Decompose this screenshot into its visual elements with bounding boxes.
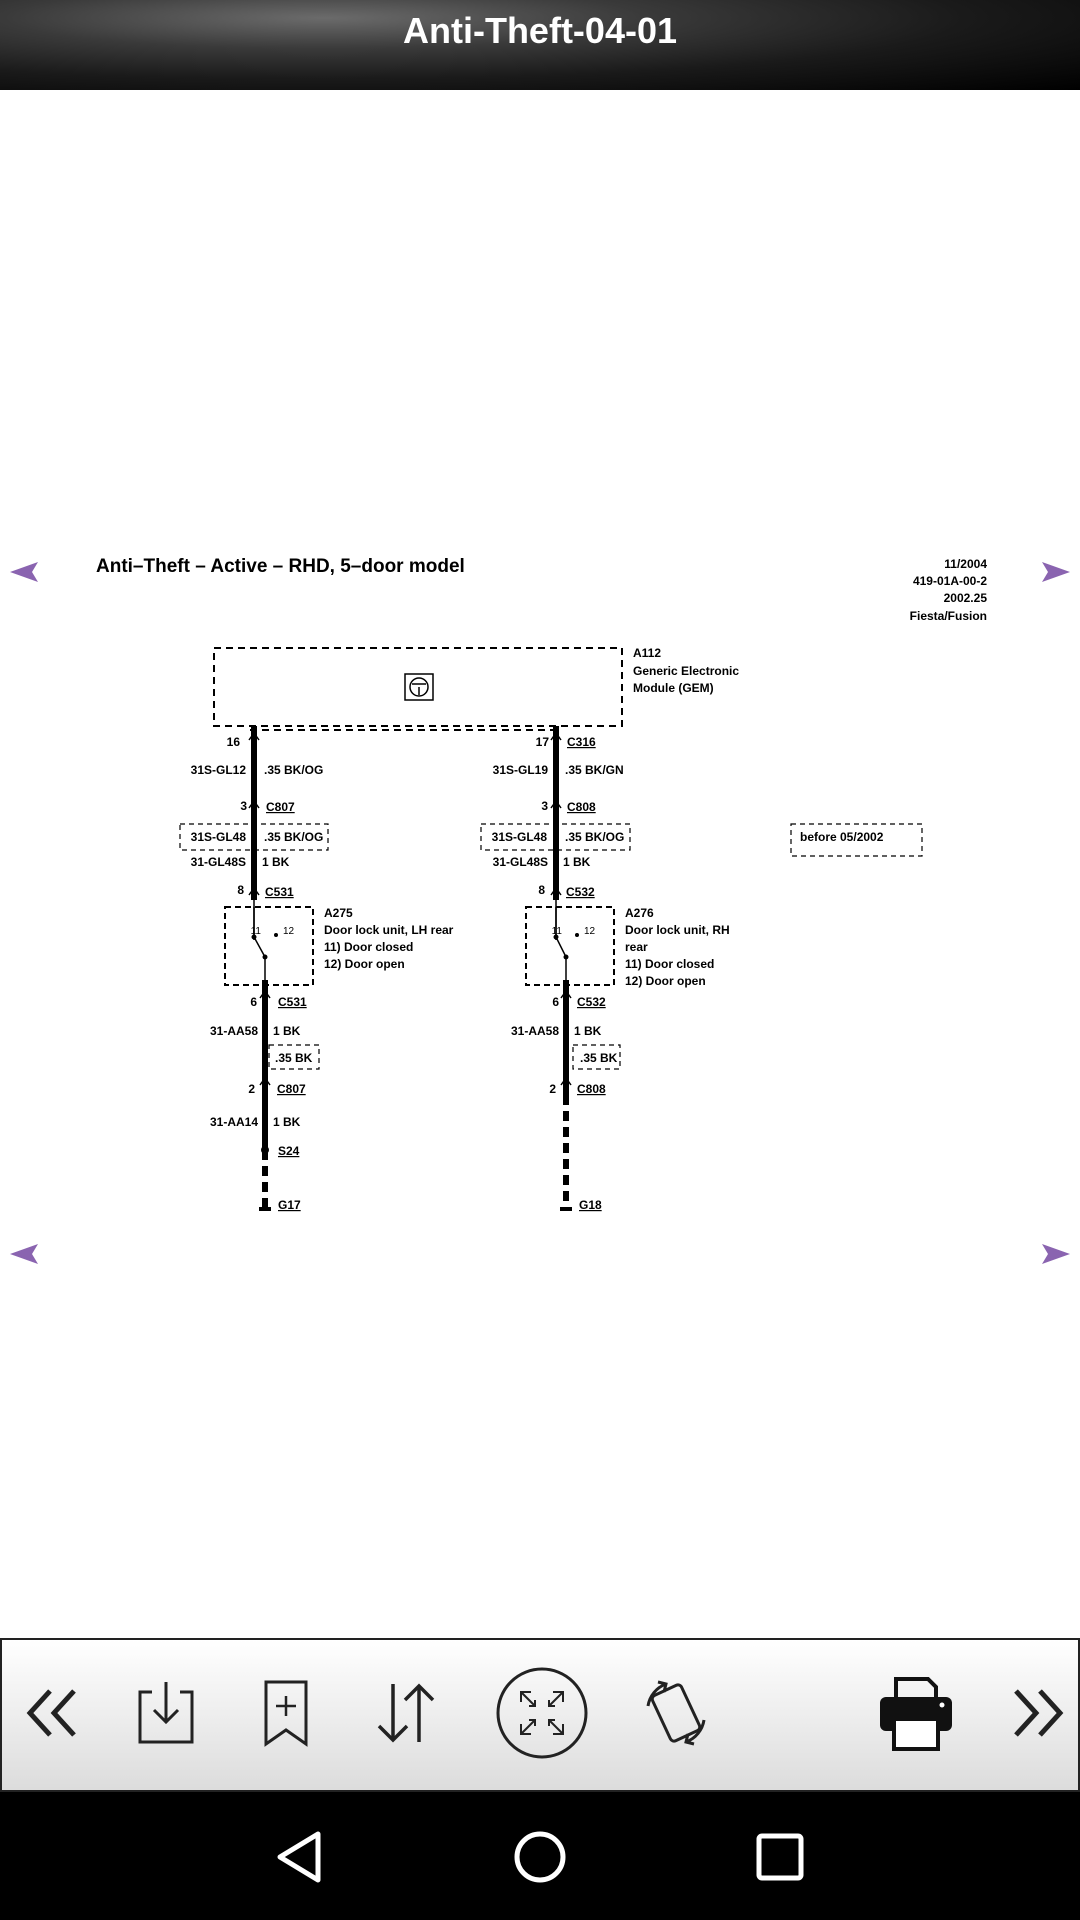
svg-text:C532: C532: [566, 885, 595, 899]
left-door-lock-unit: [225, 907, 313, 985]
svg-text:6: 6: [250, 995, 257, 1009]
right-circuit: [551, 726, 572, 1211]
svg-text:C531: C531: [278, 995, 307, 1009]
svg-text:12: 12: [283, 926, 295, 937]
svg-text:C808: C808: [567, 800, 596, 814]
svg-text:.35 BK/GN: .35 BK/GN: [565, 763, 624, 777]
expand-arrows-circle-icon: [495, 1666, 589, 1760]
gem-name-line1: Generic Electronic: [633, 664, 740, 678]
svg-text:.35 BK: .35 BK: [275, 1051, 313, 1065]
svg-text:G18: G18: [579, 1198, 602, 1212]
svg-text:3: 3: [240, 799, 247, 813]
download-icon: [134, 1678, 198, 1748]
svg-text:12: 12: [584, 926, 596, 937]
rotate-phone-icon: [636, 1678, 716, 1748]
printer-icon: [876, 1673, 956, 1753]
svg-text:C531: C531: [265, 885, 294, 899]
home-icon[interactable]: [505, 1822, 575, 1892]
gem-id: A112: [633, 646, 662, 660]
svg-text:11) Door closed: 11) Door closed: [625, 957, 715, 971]
svg-text:31-AA58: 31-AA58: [209, 1024, 258, 1038]
left-circuit: [249, 726, 271, 1211]
svg-text:2: 2: [549, 1082, 556, 1096]
svg-text:12) Door open: 12) Door open: [324, 957, 405, 971]
svg-text:rear: rear: [625, 940, 648, 954]
svg-text:8: 8: [538, 883, 545, 897]
gem-name-line2: Module (GEM): [633, 681, 714, 695]
svg-text:6: 6: [552, 995, 559, 1009]
gem-symbol-icon: [405, 674, 433, 700]
bookmark-plus-icon: [261, 1678, 311, 1748]
diagram-model: Fiesta/Fusion: [909, 609, 987, 623]
svg-text:12) Door open: 12) Door open: [625, 974, 706, 988]
svg-text:3: 3: [541, 799, 548, 813]
right-unit-labels: [511, 906, 730, 1212]
svg-text:A275: A275: [324, 906, 353, 920]
svg-text:31-GL48S: 31-GL48S: [190, 855, 246, 869]
print-button[interactable]: [866, 1658, 966, 1768]
svg-text:31S-GL48: 31S-GL48: [190, 830, 246, 844]
svg-text:31S-GL12: 31S-GL12: [190, 763, 246, 777]
svg-text:Door lock unit, LH rear: Door lock unit, LH rear: [324, 923, 454, 937]
svg-text:C316: C316: [567, 735, 596, 749]
svg-text:1 BK: 1 BK: [262, 855, 290, 869]
page-title: Anti-Theft-04-01: [402, 10, 677, 51]
scroll-direction-button[interactable]: [356, 1658, 456, 1768]
double-chevron-left-icon: [22, 1683, 82, 1743]
download-button[interactable]: [116, 1658, 216, 1768]
left-unit-labels: [210, 906, 454, 1212]
diagram-doc-code: 419-01A-00-2: [912, 574, 987, 588]
up-down-arrows-icon: [371, 1678, 441, 1748]
wiring-diagram: [0, 90, 1080, 1638]
rotate-button[interactable]: [626, 1658, 726, 1768]
svg-text:31S-GL19: 31S-GL19: [492, 763, 548, 777]
svg-text:16: 16: [226, 735, 240, 749]
svg-text:11: 11: [551, 926, 562, 937]
diagram-title: Anti–Theft – Active – RHD, 5–door model: [96, 556, 465, 577]
svg-text:1 BK: 1 BK: [273, 1115, 301, 1129]
back-icon[interactable]: [266, 1822, 336, 1892]
bottom-toolbar: [0, 1638, 1080, 1792]
svg-text:G17: G17: [278, 1198, 301, 1212]
recents-icon[interactable]: [745, 1822, 815, 1892]
svg-text:17: 17: [535, 735, 549, 749]
svg-text:.35 BK/OG: .35 BK/OG: [264, 830, 324, 844]
svg-text:C532: C532: [577, 995, 606, 1009]
svg-text:31-GL48S: 31-GL48S: [492, 855, 548, 869]
svg-text:31-AA14: 31-AA14: [209, 1115, 258, 1129]
svg-text:.35 BK/OG: .35 BK/OG: [565, 830, 625, 844]
svg-text:31-AA58: 31-AA58: [510, 1024, 559, 1038]
svg-text:8: 8: [237, 883, 244, 897]
svg-text:1 BK: 1 BK: [563, 855, 591, 869]
svg-text:.35 BK/OG: .35 BK/OG: [264, 763, 324, 777]
document-viewer[interactable]: [0, 90, 1080, 1638]
svg-text:11: 11: [250, 926, 261, 937]
right-door-lock-unit: [526, 907, 614, 985]
title-bar: [0, 0, 1080, 90]
svg-text:C807: C807: [266, 800, 295, 814]
svg-text:1 BK: 1 BK: [273, 1024, 301, 1038]
svg-text:S24: S24: [278, 1144, 300, 1158]
diagram-date: 11/2004: [944, 557, 987, 571]
system-navigation-bar: [0, 1792, 1080, 1920]
svg-text:2: 2: [248, 1082, 255, 1096]
svg-text:1 BK: 1 BK: [574, 1024, 602, 1038]
svg-text:11) Door closed: 11) Door closed: [324, 940, 414, 954]
svg-text:C807: C807: [277, 1082, 306, 1096]
svg-text:C808: C808: [577, 1082, 606, 1096]
add-bookmark-button[interactable]: [236, 1658, 336, 1768]
first-page-button[interactable]: [2, 1658, 102, 1768]
svg-text:Door lock unit, RH: Door lock unit, RH: [625, 923, 730, 937]
gem-module-box: [214, 648, 622, 726]
last-page-button[interactable]: [988, 1658, 1080, 1768]
svg-text:.35 BK: .35 BK: [580, 1051, 618, 1065]
note-before: before 05/2002: [800, 830, 884, 844]
svg-text:A276: A276: [625, 906, 654, 920]
double-chevron-right-icon: [1008, 1683, 1068, 1743]
svg-text:31S-GL48: 31S-GL48: [491, 830, 547, 844]
diagram-version: 2002.25: [943, 591, 987, 605]
fullscreen-button[interactable]: [492, 1658, 592, 1768]
